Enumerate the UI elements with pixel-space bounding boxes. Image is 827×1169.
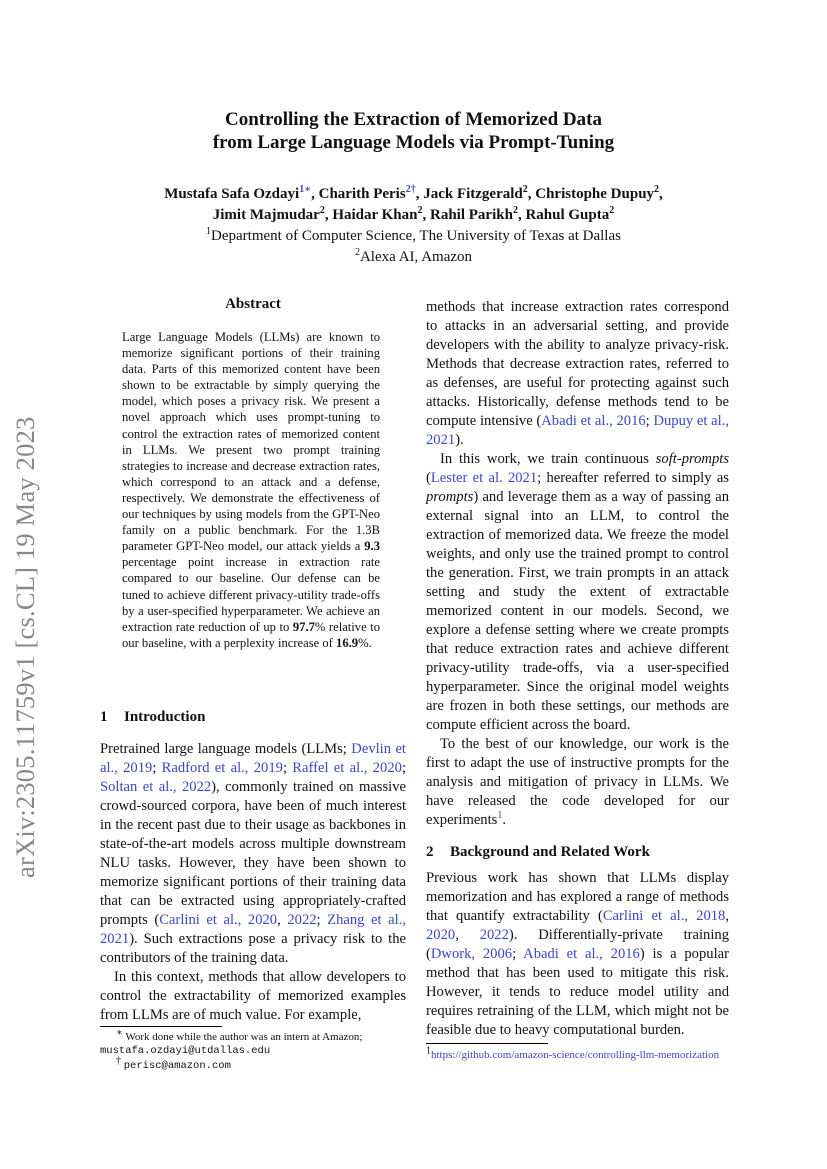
paragraph-text: To the best of our knowledge, our work is the first to adapt the use of instructive prompts for the analysis and mitigation of privacy in LLMs. We have released the code developed for our experiments	[426, 736, 729, 828]
footnote-email[interactable]: mustafa.ozdayi@utdallas.edu	[100, 1045, 271, 1057]
right-column	[426, 298, 729, 1040]
citation-link[interactable]: Radford et al., 2019	[161, 760, 283, 776]
paragraph: methods that increase extraction rates correspond to attacks in an adversarial setting, and provide developers with the ability to analyze privacy-risk. Methods that decrease extraction rates, referred to as defenses, are useful for protecting against such attacks. Historically, defense methods tend to be compute intensive (Abadi et al., 2016; Dupuy et al., 2021).	[426, 299, 729, 448]
affiliation-marker: 1	[206, 226, 212, 237]
paragraph: In this context, methods that allow developers to control the extractability of memorized examples from LLMs are of much value. For example,	[100, 969, 406, 1023]
abstract-body	[122, 329, 380, 651]
repository-link[interactable]: https://github.com/amazon-science/controlling-llm-memorization	[431, 1049, 720, 1061]
abstract-text: % relative to our baseline, with a perplexity increase of	[122, 619, 380, 650]
paragraph-text: Pretrained large language models (LLMs;	[100, 741, 352, 757]
author-name: Charith Peris	[318, 186, 406, 202]
abstract-text: percentage point increase in extraction rate compared to our baseline. Our defense can be tuned to achieve different privacy-utility trade-offs by a user-specified hyperparameter. We achieve an extraction rate reduction of up to	[122, 555, 380, 634]
author-name: Mustafa Safa Ozdayi	[164, 186, 300, 202]
footnote-email[interactable]: perisc@amazon.com	[123, 1060, 231, 1072]
paragraph-text: In this work, we train continuous	[440, 451, 656, 467]
footnote-author-note	[100, 1055, 406, 1073]
author-marker: 2	[522, 184, 528, 195]
affiliation-text: Alexa AI, Amazon	[359, 249, 473, 265]
author-marker[interactable]: 2†	[405, 184, 416, 195]
abstract-heading: Abstract	[225, 296, 281, 312]
footnotes-left	[100, 1027, 406, 1073]
affiliation-1	[100, 226, 727, 247]
author-name: Rahil Parikh	[430, 207, 513, 223]
paragraph-text: ; hereafter referred to simply as	[537, 470, 729, 486]
footnote-url	[426, 1045, 729, 1062]
author-name: Haidar Khan	[332, 207, 418, 223]
footnote-marker: ∗	[116, 1027, 123, 1039]
footnote-marker: †	[116, 1055, 121, 1067]
paragraph-text: ).	[455, 432, 464, 448]
paragraph: Pretrained large language models (LLMs; Devlin et al., 2019; Radford et al., 2019; Raffel et al., 2020; Soltan et al., 2022), commonly trained on massive crowd-sourced corpora, have been of much interest in the recent past due to their usage as backbones in state-of-the-art models across multiple downstream NLU tasks. However, they have been shown to memorize significant portions of their training data that can be extracted using appropriately-crafted prompts (Carlini et al., 2020, 2022; Zhang et al., 2021). Such extractions pose a privacy risk to the contributors of the training data.	[100, 741, 406, 966]
section-heading-background	[426, 843, 729, 862]
footnote-text: Work done while the author was an intern at Amazon;	[125, 1031, 363, 1043]
paragraph-text: ). Such extractions pose a privacy risk to the contributors of the training data.	[100, 931, 406, 966]
section-title: Introduction	[124, 709, 206, 725]
abstract-value: 16.9	[336, 635, 359, 650]
citation-link[interactable]: Carlini et al., 2020	[159, 912, 278, 928]
abstract-text: %.	[358, 635, 372, 650]
section-number: 1	[100, 709, 108, 725]
author-marker[interactable]: 1∗	[299, 184, 312, 195]
section-number: 2	[426, 844, 434, 860]
paragraph-text: ), commonly trained on massive crowd-sourced corpora, have been of much interest in the recent past due to their usage as backbones in state-of-the-art models across multiple downstream NLU tasks. However, they have been shown to memorize significant portions of their training data that can be extracted using appropriately-crafted prompts (	[100, 779, 406, 928]
title-line-1: Controlling the Extraction of Memorized Data	[225, 109, 602, 130]
author-name: Jimit Majmudar	[212, 207, 320, 223]
citation-link[interactable]: 2022	[287, 912, 317, 928]
author-marker: 2	[319, 205, 325, 216]
paragraph	[426, 735, 729, 830]
paragraph-text: .	[502, 812, 506, 828]
author-names-line-2: Jimit Majmudar$^2$, Haidar Khan$^2$, Rahil Parikh$^2$, Rahul Gupta$^2$	[212, 205, 615, 223]
paragraph: Previous work has shown that LLMs display memorization and has explored a range of methods that quantify extractability (Carlini et al., 2018, 2020, 2022). Differentially-private training (Dwork, 2006; Abadi et al., 2016) is a popular method that has been used to mitigate this risk. However, it tends to reduce model utility and requires retraining of the LLM, which might not be feasible due to heavy computational burden.	[426, 870, 729, 1038]
author-marker: 2	[609, 205, 615, 216]
abstract-value: 9.3	[364, 539, 380, 554]
author-names-line-1: Mustafa Safa Ozdayi$^{1∗}$, Charith Peris$^{2\dagger}$, Jack Fitzgerald$^2$, Christophe Dupuy$^2$,	[164, 184, 663, 202]
citation-link[interactable]: Dupuy et al., 2021	[426, 413, 729, 448]
section-title: Background and Related Work	[450, 844, 650, 860]
citation-link[interactable]: Zhang et al., 2021	[100, 912, 406, 947]
citation-link[interactable]: Dwork, 2006	[430, 946, 513, 962]
affiliation-marker: 2	[354, 247, 360, 258]
citation-link[interactable]: 2022	[479, 927, 509, 943]
paragraph-text: methods that increase extraction rates correspond to attacks in an adversarial setting, and provide developers with the ability to analyze privacy-risk. Methods that decrease extraction rates, referred to as defenses, are useful for protecting against such attacks. Historically, defense methods tend to be compute intensive (	[426, 299, 729, 429]
citation-link[interactable]: Devlin et al., 2019	[100, 741, 406, 776]
author-marker: 2	[417, 205, 423, 216]
footnote-marker: 1	[426, 1045, 431, 1057]
abstract-value: 97.7	[292, 619, 315, 634]
paragraph-text: ) is a popular method that has been used to mitigate this risk. However, it tends to reduce model utility and requires retraining of the LLM, which might not be feasible due to heavy computational burden.	[426, 946, 729, 1038]
author-block	[100, 184, 727, 268]
author-name: Christophe Dupuy	[535, 186, 655, 202]
abstract-text: Large Language Models (LLMs) are known to memorize significant portions of their training data. Parts of this memorized content have been shown to be extractable by simply querying the model, which poses a privacy risk. We present a novel approach which uses prompt-tuning to control the extraction rates of memorized content in LLMs. We present two prompt training strategies to increase and decrease extraction rates, which correspond to an attack and a defense, respectively. We demonstrate the effectiveness of our techniques by using models from the GPT-Neo family on a public benchmark. For the 1.3B parameter GPT-Neo model, our attack yields a	[122, 330, 380, 554]
paragraph-text: Previous work has shown that LLMs display memorization and has explored a range of methods that quantify extractability (	[426, 870, 729, 924]
paragraph-text: ) and leverage them as a way of passing an external signal into an LLM, to control the extraction of memorized data. We freeze the model weights, and only use the trained prompt to control the generation. First, we train prompts in an attack setting and study the extent of extractable memorized content in our models. Second, we explore a defense setting where we create prompts that reduce extraction rates and achieve different privacy-utility trade-offs, via a user-specified hyperparameter. Since the original model weights are frozen in both these settings, our methods are compute efficient across the board.	[426, 489, 729, 733]
author-name: Jack Fitzgerald	[423, 186, 523, 202]
emphasis: prompts	[426, 489, 474, 505]
citation-link[interactable]: Soltan et al., 2022	[100, 779, 212, 795]
footnote-rule	[426, 1043, 548, 1044]
footnote-link[interactable]: 1	[497, 810, 503, 822]
citation-link[interactable]: Lester et al. 2021	[430, 470, 538, 486]
section-heading-introduction	[100, 709, 406, 726]
footnote-author-note	[100, 1027, 406, 1044]
introduction-body	[100, 740, 406, 1025]
affiliation-text: Department of Computer Science, The University of Texas at Dallas	[211, 228, 621, 244]
paragraph: In this work, we train continuous soft-prompts (Lester et al. 2021; hereafter referred to simply as prompts) and leverage them as a way of passing an external signal into an LLM, to control the extraction of memorized data. We freeze the model weights, and only use the trained prompt to control the generation. First, we train prompts in an attack setting and study the extent of extractable memorized content in our models. Second, we explore a defense setting where we create prompts that reduce extraction rates and achieve different privacy-utility trade-offs, via a user-specified hyperparameter. Since the original model weights are frozen in both these settings, our methods are compute efficient across the board.	[426, 451, 729, 733]
author-marker: 2	[512, 205, 518, 216]
title-line-2: from Large Language Models via Prompt-Tuning	[212, 132, 615, 153]
citation-link[interactable]: Abadi et al., 2016	[523, 946, 640, 962]
affiliation-2	[100, 247, 727, 268]
paragraph-text: ). Differentially-private training (	[426, 927, 729, 962]
paper-title	[100, 108, 727, 154]
citation-link[interactable]: Carlini et al., 2018	[602, 908, 726, 924]
citation-link[interactable]: Raffel et al., 2020	[292, 760, 402, 776]
arxiv-identifier: arXiv:2305.11759v1 [cs.CL] 19 May 2023	[10, 416, 40, 878]
emphasis: soft-prompts	[655, 451, 729, 467]
author-marker: 2	[654, 184, 660, 195]
citation-link[interactable]: 2020	[426, 927, 456, 943]
citation-link[interactable]: Abadi et al., 2016	[541, 413, 646, 429]
author-name: Rahul Gupta	[525, 207, 610, 223]
